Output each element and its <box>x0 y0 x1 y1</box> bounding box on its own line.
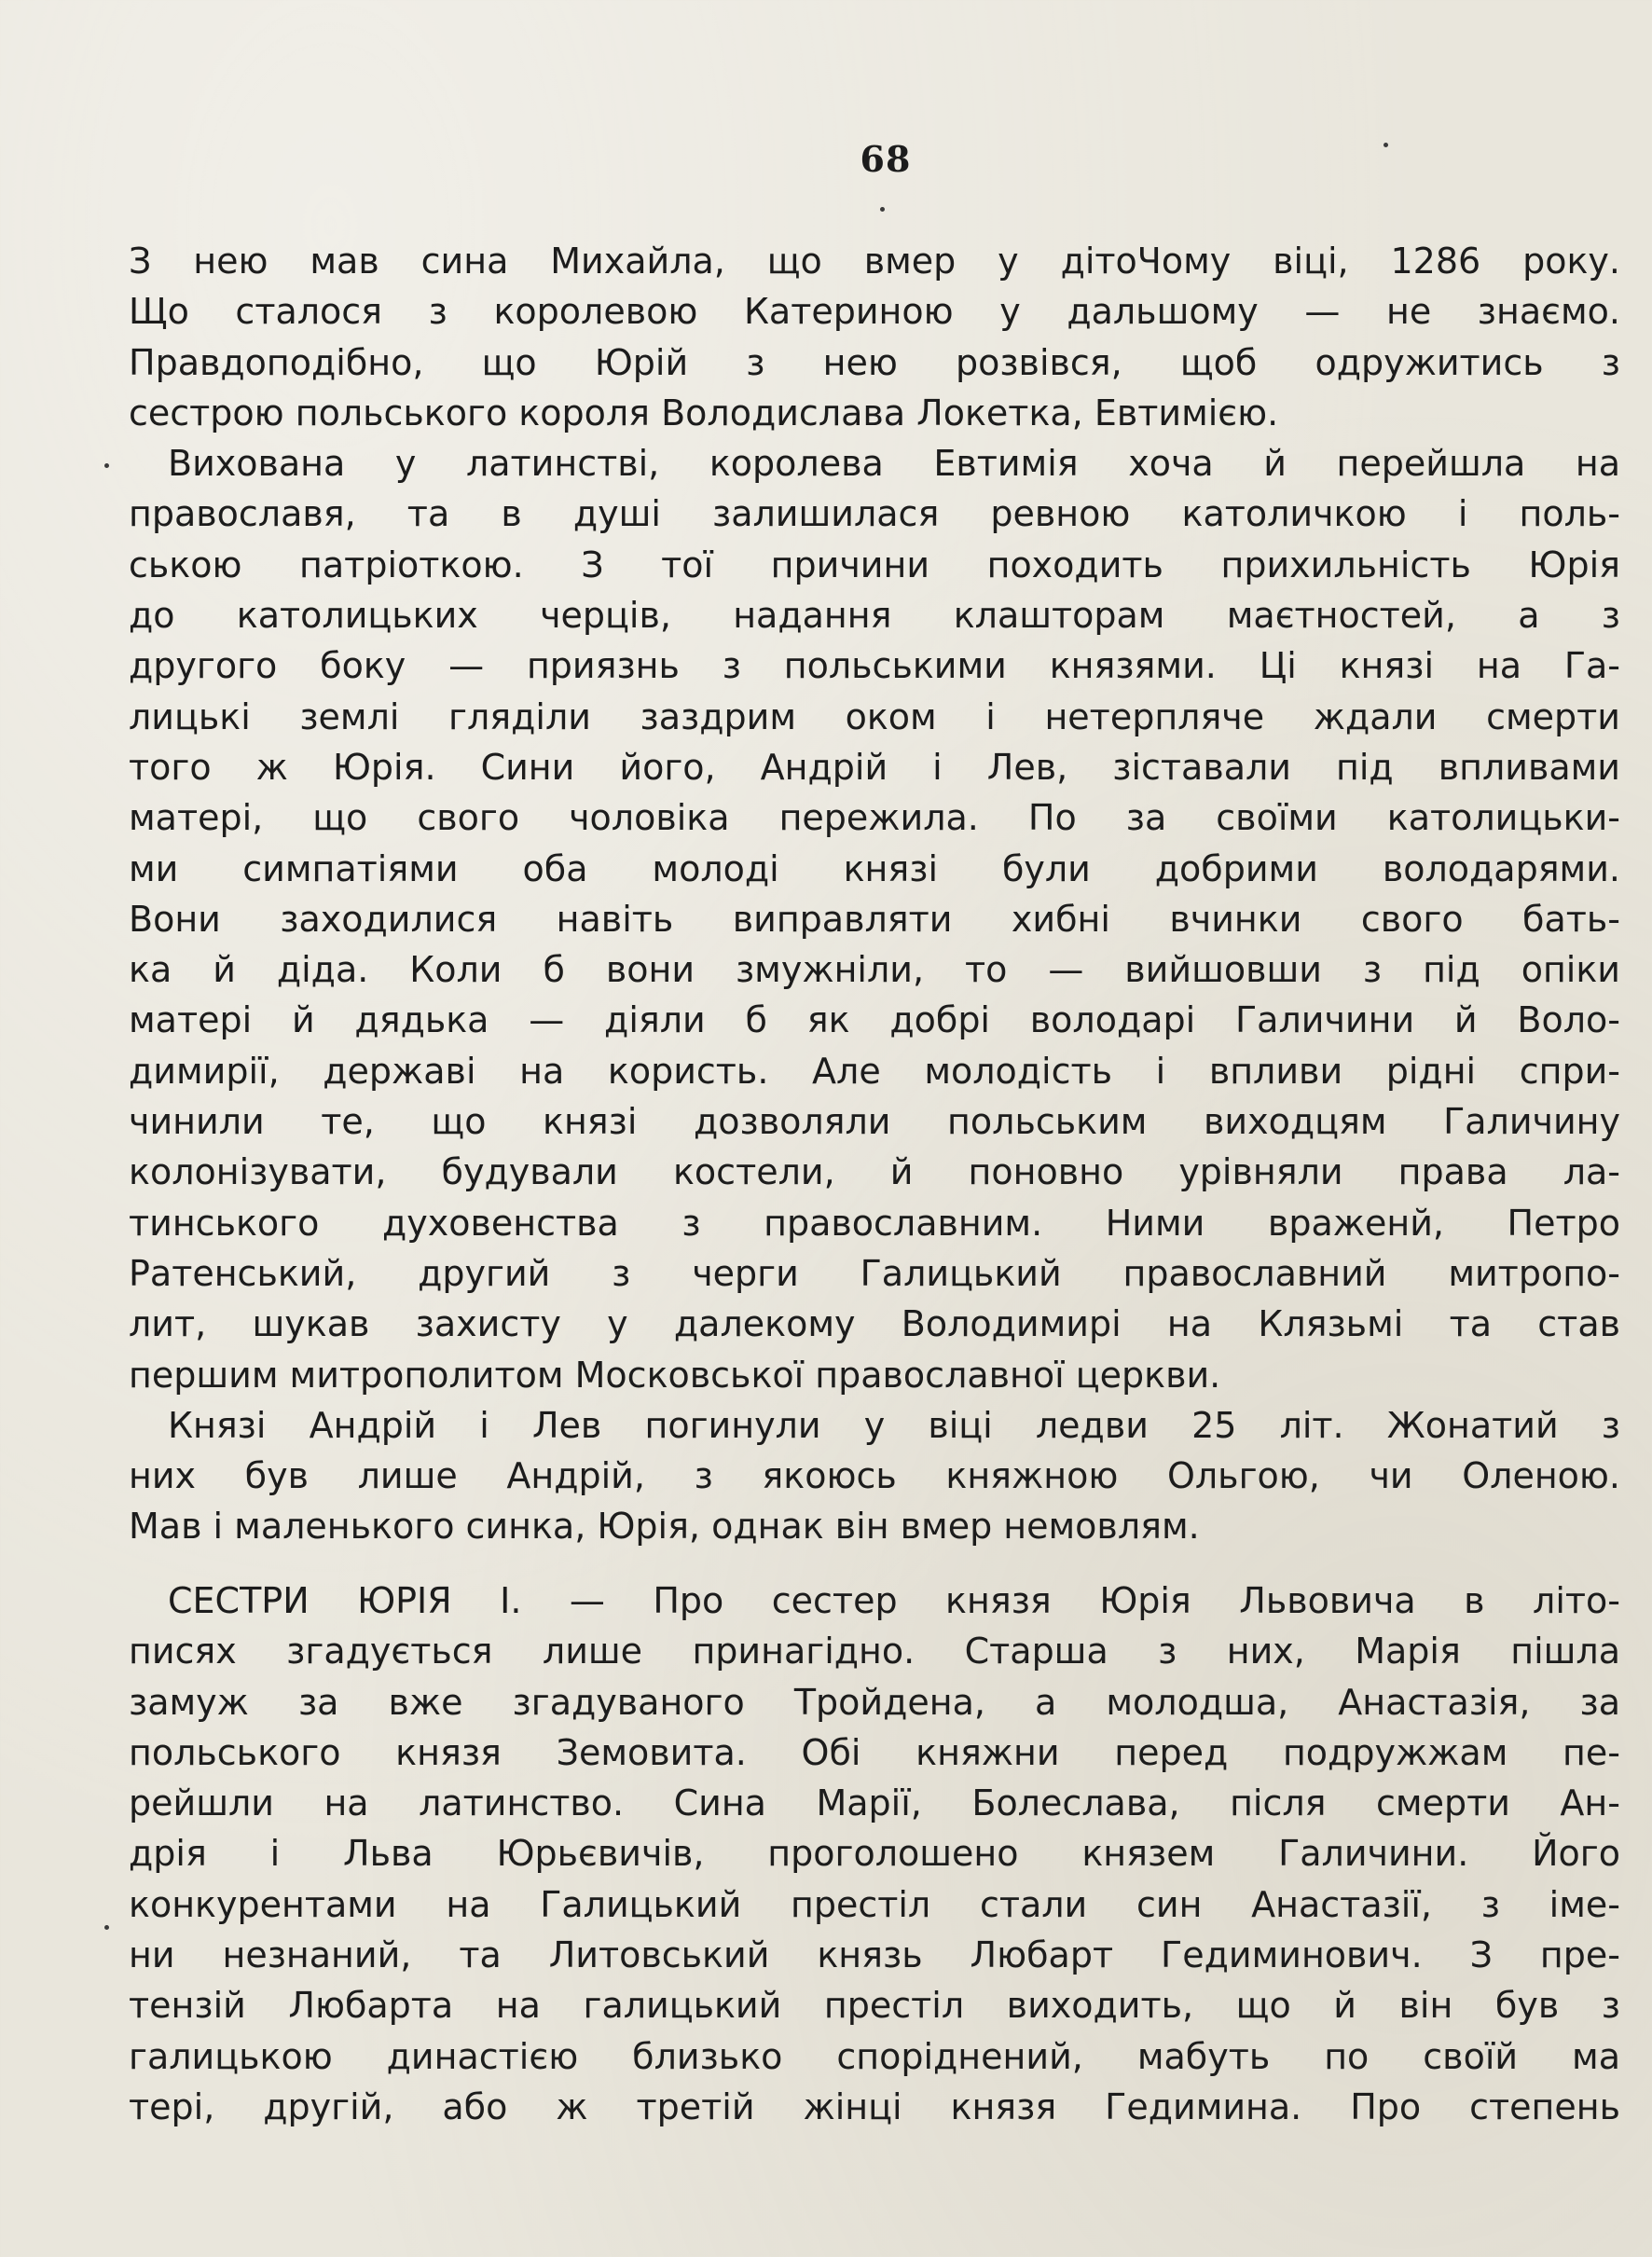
text-line: конкурентами на Галицький престіл стали син Анастазії, з іме- <box>129 1883 1620 1925</box>
text-line: замуж за вже згадуваного Тройдена, а молодша, Анастазія, за <box>129 1681 1620 1723</box>
text-line: Правдоподібно, що Юрій з нею розвівся, щоб одружитись з <box>129 341 1620 383</box>
text-line: Що сталося з королевою Катериною у дальшому — не знаємо. <box>129 291 1620 333</box>
text-line: першим митрополитом Московської православної церкви. <box>129 1354 1221 1396</box>
text-line: ми симпатіями оба молоді князі були добрими володарями. <box>129 847 1620 889</box>
paragraph-3 <box>129 1400 1620 1552</box>
text-line: польського князя Земовита. Обі княжни перед подружжам пе- <box>129 1731 1620 1773</box>
text-line: дрія і Льва Юрьєвичів, проголошено князем Галичини. Його <box>129 1833 1620 1875</box>
print-speck <box>104 1925 109 1930</box>
text-line: лицькі землі гляділи заздрим оком і нетерпляче ждали смерти <box>129 695 1620 737</box>
text-line: ни незнаний, та Литовський князь Любарт Гедиминович. З пре- <box>129 1934 1620 1976</box>
section-sisters <box>129 1576 1620 2132</box>
text-line: рейшли на латинство. Сина Марії, Болеслава, після смерти Ан- <box>129 1782 1620 1824</box>
text-line: ською патріоткою. З тої причини походить прихильність Юрія <box>129 544 1620 585</box>
text-line: до католицьких черців, надання клашторам маєтностей, а з <box>129 595 1620 637</box>
print-speck <box>104 463 109 468</box>
page-number: 68 <box>860 138 912 180</box>
text-line: Вихована у латинстві, королева Евтимія хоча й перейшла на <box>168 443 1620 485</box>
text-line: православя, та в душі залишилася ревною католичкою і поль- <box>129 493 1620 535</box>
main-text <box>129 236 1620 1552</box>
text-line: ка й діда. Коли б вони змужніли, то — вийшовши з під опіки <box>129 949 1620 991</box>
text-line: сестрою польського короля Володислава Локетка, Евтимією. <box>129 392 1279 434</box>
text-line: матері й дядька — діяли б як добрі володарі Галичини й Воло- <box>129 999 1620 1041</box>
text-line: Мав і маленького синка, Юрія, однак він вмер немовлям. <box>129 1506 1200 1548</box>
text-line: лит, шукав захисту у далекому Володимирі на Клязьмі та став <box>129 1303 1620 1345</box>
paragraph-2 <box>129 438 1620 1400</box>
paragraph-1 <box>129 236 1620 438</box>
text-line: того ж Юрія. Сини його, Андрій і Лев, зіставали під впливами <box>129 746 1620 788</box>
text-line: чинили те, що князі дозволяли польським виходцям Галичину <box>129 1101 1620 1143</box>
text-line: галицькою династією близько споріднений, мабуть по своїй ма <box>129 2035 1620 2077</box>
text-line: матері, що свого чоловіка пережила. По за своїми католицьки- <box>129 797 1620 839</box>
text-line: тинського духовенства з православним. Ними враженй, Петро <box>129 1202 1620 1244</box>
text-line: тензій Любарта на галицький престіл виходить, що й він був з <box>129 1985 1620 2027</box>
text-line: Князі Андрій і Лев погинули у віці ледви 25 літ. Жонатий з <box>168 1404 1620 1446</box>
section-heading-line: СЕСТРИ ЮРІЯ І. — Про сестер князя Юрія Львовича в літо- <box>168 1580 1620 1621</box>
text-line: Вони заходилися навіть виправляти хибні вчинки свого бать- <box>129 898 1620 940</box>
text-line: писях згадується лише принагідно. Старша з них, Марія пішла <box>129 1631 1620 1672</box>
text-line: З нею мав сина Михайла, що вмер у дітоЧому віці, 1286 року. <box>129 241 1620 282</box>
text-line: другого боку — приязнь з польськими князями. Ці князі на Га- <box>129 645 1620 687</box>
text-line: колонізувати, будували костели, й поновно урівняли права ла- <box>129 1151 1620 1193</box>
print-speck <box>1384 143 1388 147</box>
text-line: них був лише Андрій, з якоюсь княжною Ольгою, чи Оленою. <box>129 1455 1620 1497</box>
text-line: Ратенський, другий з черги Галицький православний митропо- <box>129 1252 1620 1294</box>
text-line: тері, другій, або ж третій жінці князя Гедимина. Про степень <box>129 2085 1620 2127</box>
text-line: димирії, державі на користь. Але молодість і впливи рідні спри- <box>129 1050 1620 1092</box>
print-speck <box>880 207 885 212</box>
